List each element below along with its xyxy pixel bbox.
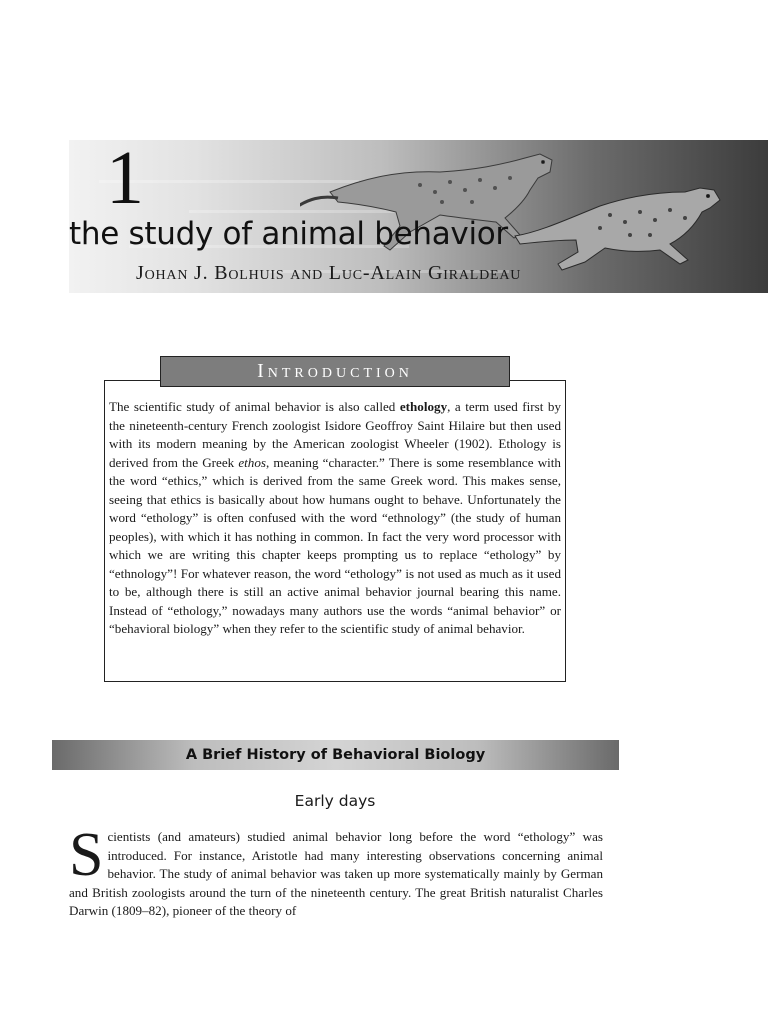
ethos-term: ethos (238, 454, 266, 470)
subsection-heading: Early days (294, 792, 376, 810)
chapter-number: 1 (106, 136, 144, 220)
body-paragraph (69, 821, 603, 921)
drop-cap: S (69, 821, 104, 889)
chapter-authors: Johan J. Bolhuis and Luc-Alain Giraldeau (136, 262, 522, 284)
cheetah-lower (515, 188, 720, 270)
introduction-box (104, 380, 566, 682)
introduction-paragraph: The scientific study of animal behavior is also called ethology, a term used first by the nineteenth-century French zoologist Isidore Geoffroy Saint Hilaire but then used with its modern meaning by the American zoologist Wheeler (1902). Ethology is derived from the Greek ethos, meaning “character.” There is some resemblance with the word “ethics,” which is derived from the same Greek word. This makes sense, seeing that ethics is basically about how humans ought to behave. Unfortunately the word “ethology” is often confused with the word “ethnology” (the study of human peoples), with which it has nothing in common. In fact the very word processor with which we are writing this chapter keeps prompting us to replace “ethology” by “ethnology”! For whatever reason, the word “ethology” is not used as much as it used to be, although there is still an active animal behavior journal bearing this name. Instead of “ethology,” nowadays many authors use the words “animal behavior” or “behavioral biology” when they refer to the scientific study of animal behavior. (109, 399, 561, 636)
chapter-title: the study of animal behavior (69, 216, 508, 252)
ethology-term: ethology (399, 399, 448, 414)
section-heading: A Brief History of Behavioral Biology (52, 740, 619, 770)
introduction-heading: Introduction (160, 356, 510, 387)
body-text: cientists (and amateurs) studied animal behavior long before the word “ethology” was introduced. For instance, Aristotle had many interesting observations concerning animal behavior. The study of animal behavior was taken up more systematically mainly by German and British zoologists around the turn of the nineteenth century. The great British naturalist Charles Darwin (1809–82), pioneer of the theory of (69, 829, 603, 918)
